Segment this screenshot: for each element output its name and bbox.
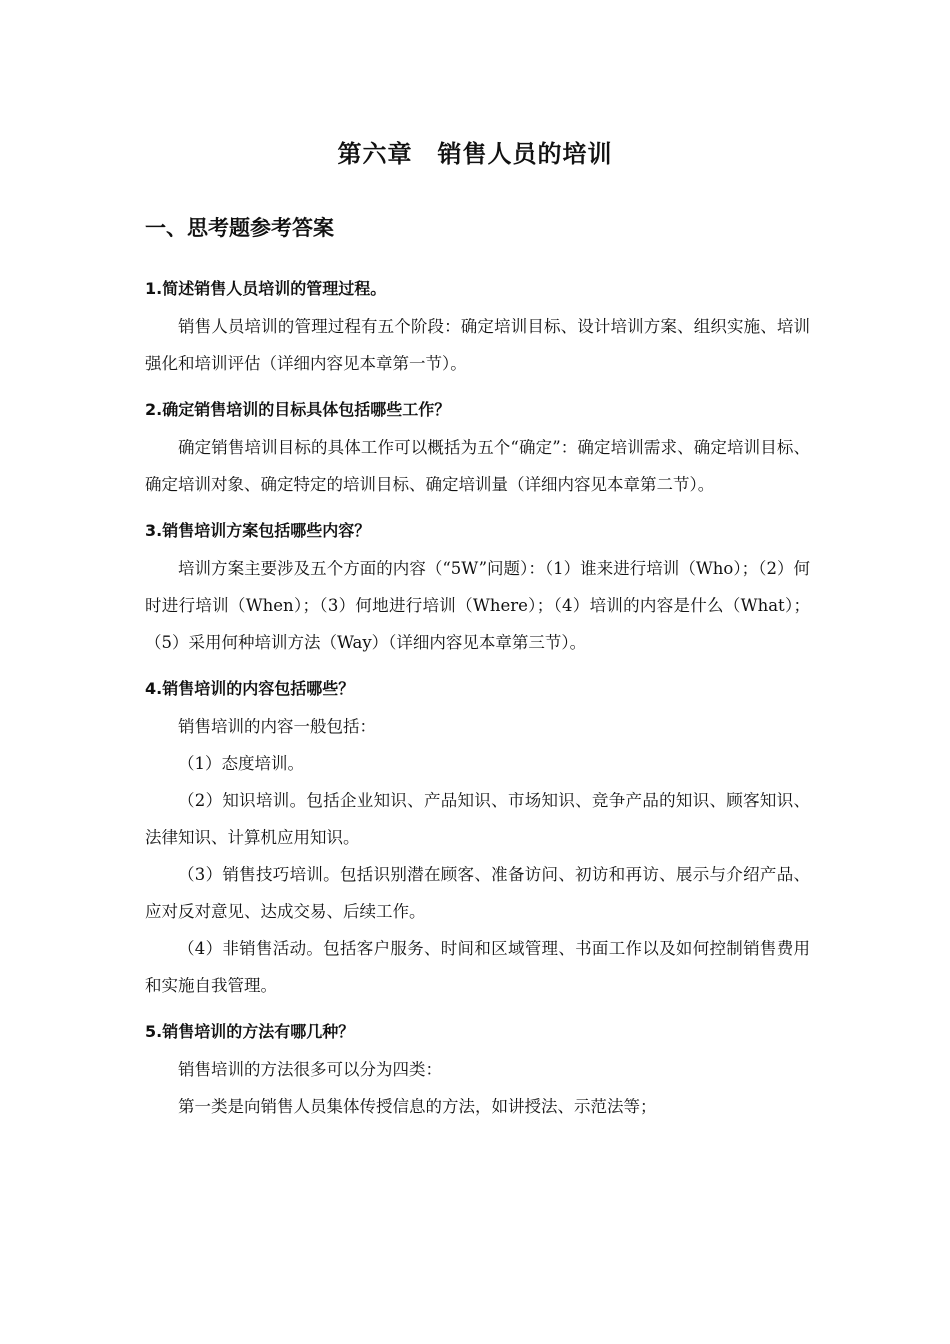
qa-item-5 bbox=[145, 1019, 810, 1125]
answer-paragraph: （3）销售技巧培训。包括识别潜在顾客、准备访问、初访和再访、展示与介绍产品、应对反对意见、达成交易、后续工作。 bbox=[145, 865, 810, 921]
question-title: 4.销售培训的内容包括哪些？ bbox=[145, 679, 355, 698]
answer-paragraph: 培训方案主要涉及五个方面的内容（“5W”问题）：（1）谁来进行培训（Who）；（2）何时进行培训（When）；（3）何地进行培训（Where）；（4）培训的内容是什么（What）；（5）采用何种培训方法（Way）（详细内容见本章第三节）。 bbox=[145, 559, 810, 652]
question-title: 3.销售培训方案包括哪些内容？ bbox=[145, 521, 371, 540]
qa-item-2 bbox=[145, 397, 810, 503]
qa-item-1 bbox=[145, 276, 810, 382]
section-title: 一、思考题参考答案 bbox=[145, 216, 334, 240]
answer-paragraph: （2）知识培训。包括企业知识、产品知识、市场知识、竞争产品的知识、顾客知识、法律知识、计算机应用知识。 bbox=[145, 791, 810, 847]
answer-paragraph: 确定销售培训目标的具体工作可以概括为五个“确定”：确定培训需求、确定培训目标、确定培训对象、确定特定的培训目标、确定培训量（详细内容见本章第二节）。 bbox=[145, 438, 810, 494]
qa-item-4 bbox=[145, 676, 810, 1004]
qa-item-3 bbox=[145, 518, 810, 661]
question-title: 1.简述销售人员培训的管理过程。 bbox=[145, 279, 387, 298]
answer-paragraph: 销售培训的方法很多可以分为四类： bbox=[178, 1060, 442, 1079]
answer-paragraph: 第一类是向销售人员集体传授信息的方法，如讲授法、示范法等； bbox=[178, 1097, 657, 1116]
answer-paragraph: 销售人员培训的管理过程有五个阶段：确定培训目标、设计培训方案、组织实施、培训强化和培训评估（详细内容见本章第一节）。 bbox=[145, 317, 810, 373]
question-title: 2.确定销售培训的目标具体包括哪些工作？ bbox=[145, 400, 451, 419]
question-title: 5.销售培训的方法有哪几种？ bbox=[145, 1022, 355, 1041]
qa-content bbox=[145, 276, 810, 1140]
answer-paragraph: （4）非销售活动。包括客户服务、时间和区域管理、书面工作以及如何控制销售费用和实施自我管理。 bbox=[145, 939, 810, 995]
answer-paragraph: 销售培训的内容一般包括： bbox=[178, 717, 376, 736]
answer-paragraph: （1）态度培训。 bbox=[178, 754, 304, 773]
chapter-title: 第六章 销售人员的培训 bbox=[337, 140, 613, 168]
